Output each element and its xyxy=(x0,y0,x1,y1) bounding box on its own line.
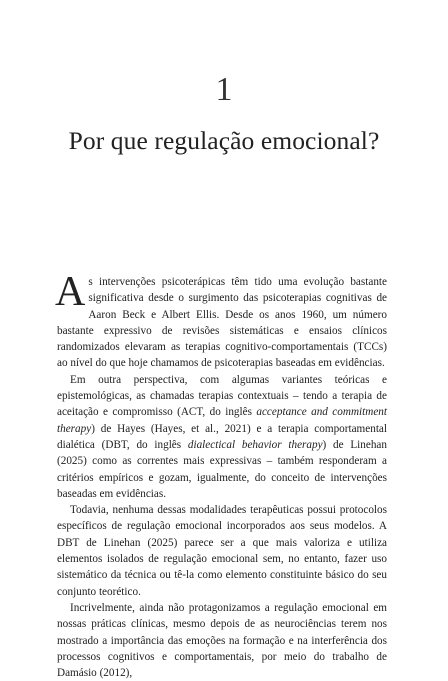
chapter-body xyxy=(55,269,387,681)
paragraph-2-italic-2: dialectical behavior therapy xyxy=(187,438,323,451)
paragraph-2-text-b: ) de Hayes (Hayes, et al., 2021) e a terapia comportamental dialética (DBT, do inglês xyxy=(57,422,387,451)
paragraph-2 xyxy=(57,372,387,502)
chapter-title: Por que regulação emocional? xyxy=(68,126,380,155)
paragraph-4: Incrivelmente, ainda não protagonizamos a regulação emocional em nossas práticas clínicas, mesmo depois de as neurociências terem nos mostrado a importância das emoções na formação e na interferência dos processos cognitivos e comportamentais, por meio do trabalho de Damásio (2012), xyxy=(57,601,387,680)
paragraph-2-text-a: Em outra perspectiva, com algumas variantes teóricas e epistemológicas, as chamadas terapias contextuais – tendo a terapia de aceitação e compromisso (ACT, do inglês xyxy=(57,373,387,419)
chapter-number: 1 xyxy=(215,71,233,108)
paragraph-1 xyxy=(55,269,387,372)
drop-cap: A xyxy=(55,269,86,315)
paragraph-2-text-c: ) de Linehan (2025) como as correntes mais expressivas – também responderam a critérios empíricos e gozam, igualmente, do conceito de intervenções baseadas em evidências. xyxy=(57,438,387,500)
paragraph-1-text: s intervenções psicoterápicas têm tido uma evolução bastante significativa desde o surgimento das psicoterapias cognitivas de Aaron Beck e Albert Ellis. Desde os anos 1960, um número bastante expressivo de revisões sistemáticas e ensaios clínicos randomizados elevaram as terapias cognitivo-comportamentais (TCCs) ao nível do que hoje chamamos de psicoterapias baseadas em evidências. xyxy=(57,276,387,370)
paragraph-2-italic-1: acceptance and commitment therapy xyxy=(57,406,387,435)
paragraph-3: Todavia, nenhuma dessas modalidades terapêuticas possui protocolos específicos de regulação emocional incorporados aos seus modelos. A DBT de Linehan (2025) parece ser a que mais valoriza e utiliza elementos isolados de regulação emocional sem, no entanto, fazer uso sistemático da técnica ou tê-la como elemento constituinte básico do seu conjunto teorético. xyxy=(57,504,387,598)
